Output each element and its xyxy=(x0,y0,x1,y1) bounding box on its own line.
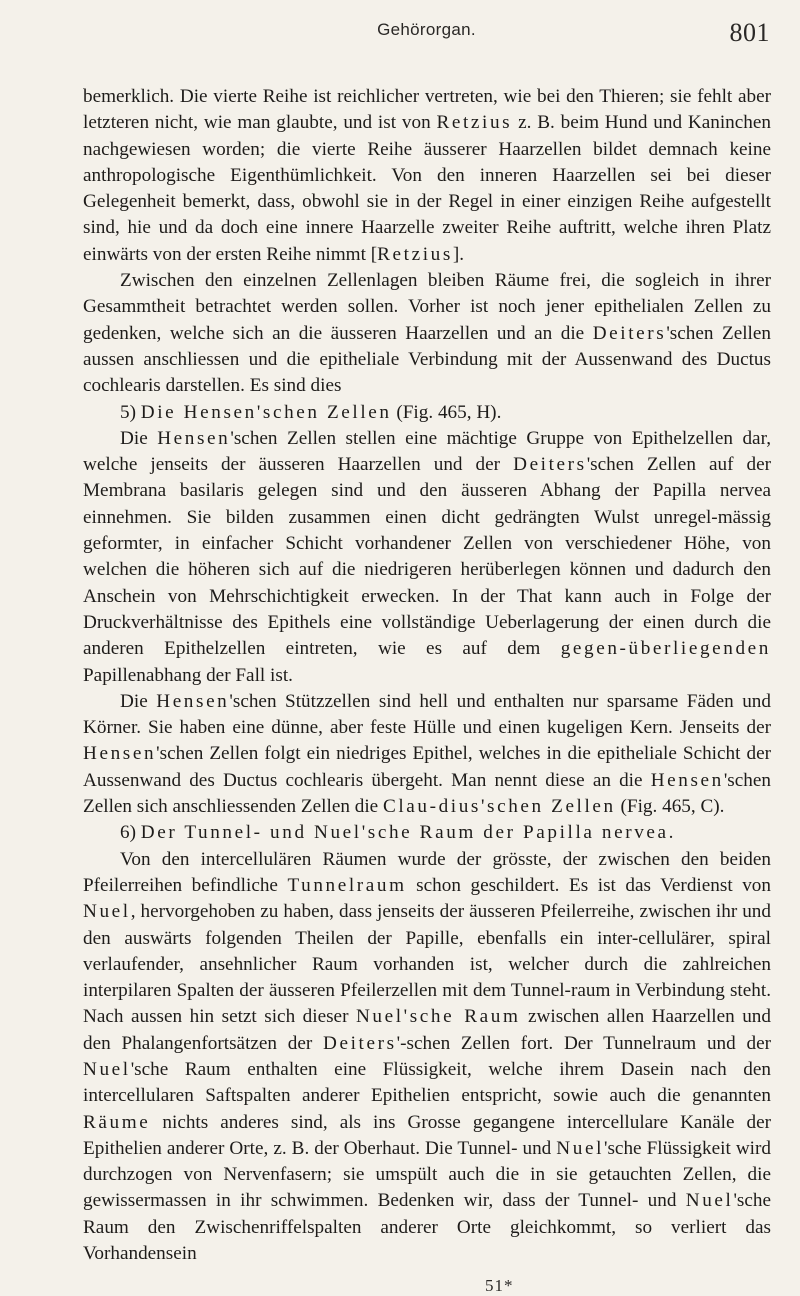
section-heading: 6) Der Tunnel- und Nuel'sche Raum der Papilla nervea. xyxy=(120,822,677,844)
signature-mark: 51* xyxy=(485,1276,514,1295)
paragraph: bemerklich. Die vierte Reihe ist reichlicher vertreten, wie bei den Thieren; sie fehlt aber letzteren nicht, wie man glaubte, und ist von Retzius z. B. beim Hund und Kaninchen nachgewiesen worden; die vierte Reihe äusserer Haarzellen bildet demnach keine anthropologische Eigenthümlichkeit. Von den inneren Haarzellen sei bei dieser Gelegenheit bemerkt, dass, obwohl sie in der Regel in einer einzigen Reihe aufgestellt sind, hie und da doch eine innere Haarzelle zweiter Reihe auftritt, welche ihren Platz einwärts von der ersten Reihe nimmt [Retzius]. xyxy=(83,86,771,265)
page-number: 801 xyxy=(729,18,770,47)
section-heading: 5) Die Hensen'schen Zellen (Fig. 465, H). xyxy=(120,401,502,423)
body-text xyxy=(83,84,771,1267)
running-head: Gehörorgan. xyxy=(377,20,476,39)
paragraph: Die Hensen'schen Stützzellen sind hell und enthalten nur sparsame Fäden und Körner. Sie haben eine dünne, aber feste Hülle und einen kugeligen Kern. Jenseits der Hensen'schen Zellen folgt ein niedriges Epithel, welches in die epitheliale Schicht der Aussenwand des Ductus cochlearis übergeht. Man nennt diese an die Hensen'schen Zellen sich anschliessenden Zellen die Clau-dius'schen Zellen (Fig. 465, C). xyxy=(83,690,771,818)
paragraph: Von den intercellulären Räumen wurde der grösste, der zwischen den beiden Pfeilerreihen befindliche Tunnelraum schon geschildert. Es ist das Verdienst von Nuel, hervorgehoben zu haben, dass jenseits der äusseren Pfeilerreihe, zwischen ihr und den auswärts folgenden Theilen der Papille, ebenfalls ein inter-cellulärer, spiral verlaufender, ansehnlicher Raum vorhanden ist, welcher durch die zahlreichen interpilaren Spalten der äusseren Pfeilerzellen mit dem Tunnel-raum in Verbindung steht. Nach aussen hin setzt sich dieser Nuel'sche Raum zwischen allen Haarzellen und den Phalangenfortsätzen der Deiters'-schen Zellen fort. Der Tunnelraum und der Nuel'sche Raum enthalten eine Flüssigkeit, welche ihrem Dasein nach den intercellularen Saftspalten anderer Epithelien entspricht, sowie auch die genannten Räume nichts anderes sind, als ins Grosse gegangene intercellulare Kanäle der Epithelien anderer Orte, z. B. der Oberhaut. Die Tunnel- und Nuel'sche Flüssigkeit wird durchzogen von Nervenfasern; sie umspült auch die in sie getauchten Zellen, die gewissermassen in ihr schwimmen. Bedenken wir, dass der Tunnel- und Nuel'sche Raum den Zwischenriffelspalten anderer Orte gleichkommt, so verliert das Vorhandensein xyxy=(83,848,771,1265)
paragraph: Zwischen den einzelnen Zellenlagen bleiben Räume frei, die sogleich in ihrer Gesammtheit betrachtet werden sollen. Vorher ist noch jener epithelialen Zellen zu gedenken, welche sich an die äusseren Haarzellen und an die Deiters'schen Zellen aussen anschliessen und die epitheliale Verbindung mit der Aussenwand des Ductus cochlearis darstellen. Es sind dies xyxy=(83,270,771,397)
page-header xyxy=(83,18,770,58)
paragraph: Die Hensen'schen Zellen stellen eine mächtige Gruppe von Epithelzellen dar, welche jenseits der äusseren Haarzellen und der Deiters'schen Zellen auf der Membrana basilaris gelegen sind und den äusseren Abhang der Papilla nervea einnehmen. Sie bilden zusammen einen dicht gedrängten Wulst unregel-mässig geformter, in einfacher Schicht vorhandener Zellen von verschiedener Höhe, von welchen die höheren sich auf die niedrigeren herüberlegen können und dadurch den Anschein von Mehrschichtigkeit erwecken. In der That kann auch in Folge der Druckverhältnisse des Epithels eine vollständige Ueberlagerung der einen durch die anderen Epithelzellen eintreten, wie es auf dem gegen-überliegenden Papillenabhang der Fall ist. xyxy=(83,427,771,686)
